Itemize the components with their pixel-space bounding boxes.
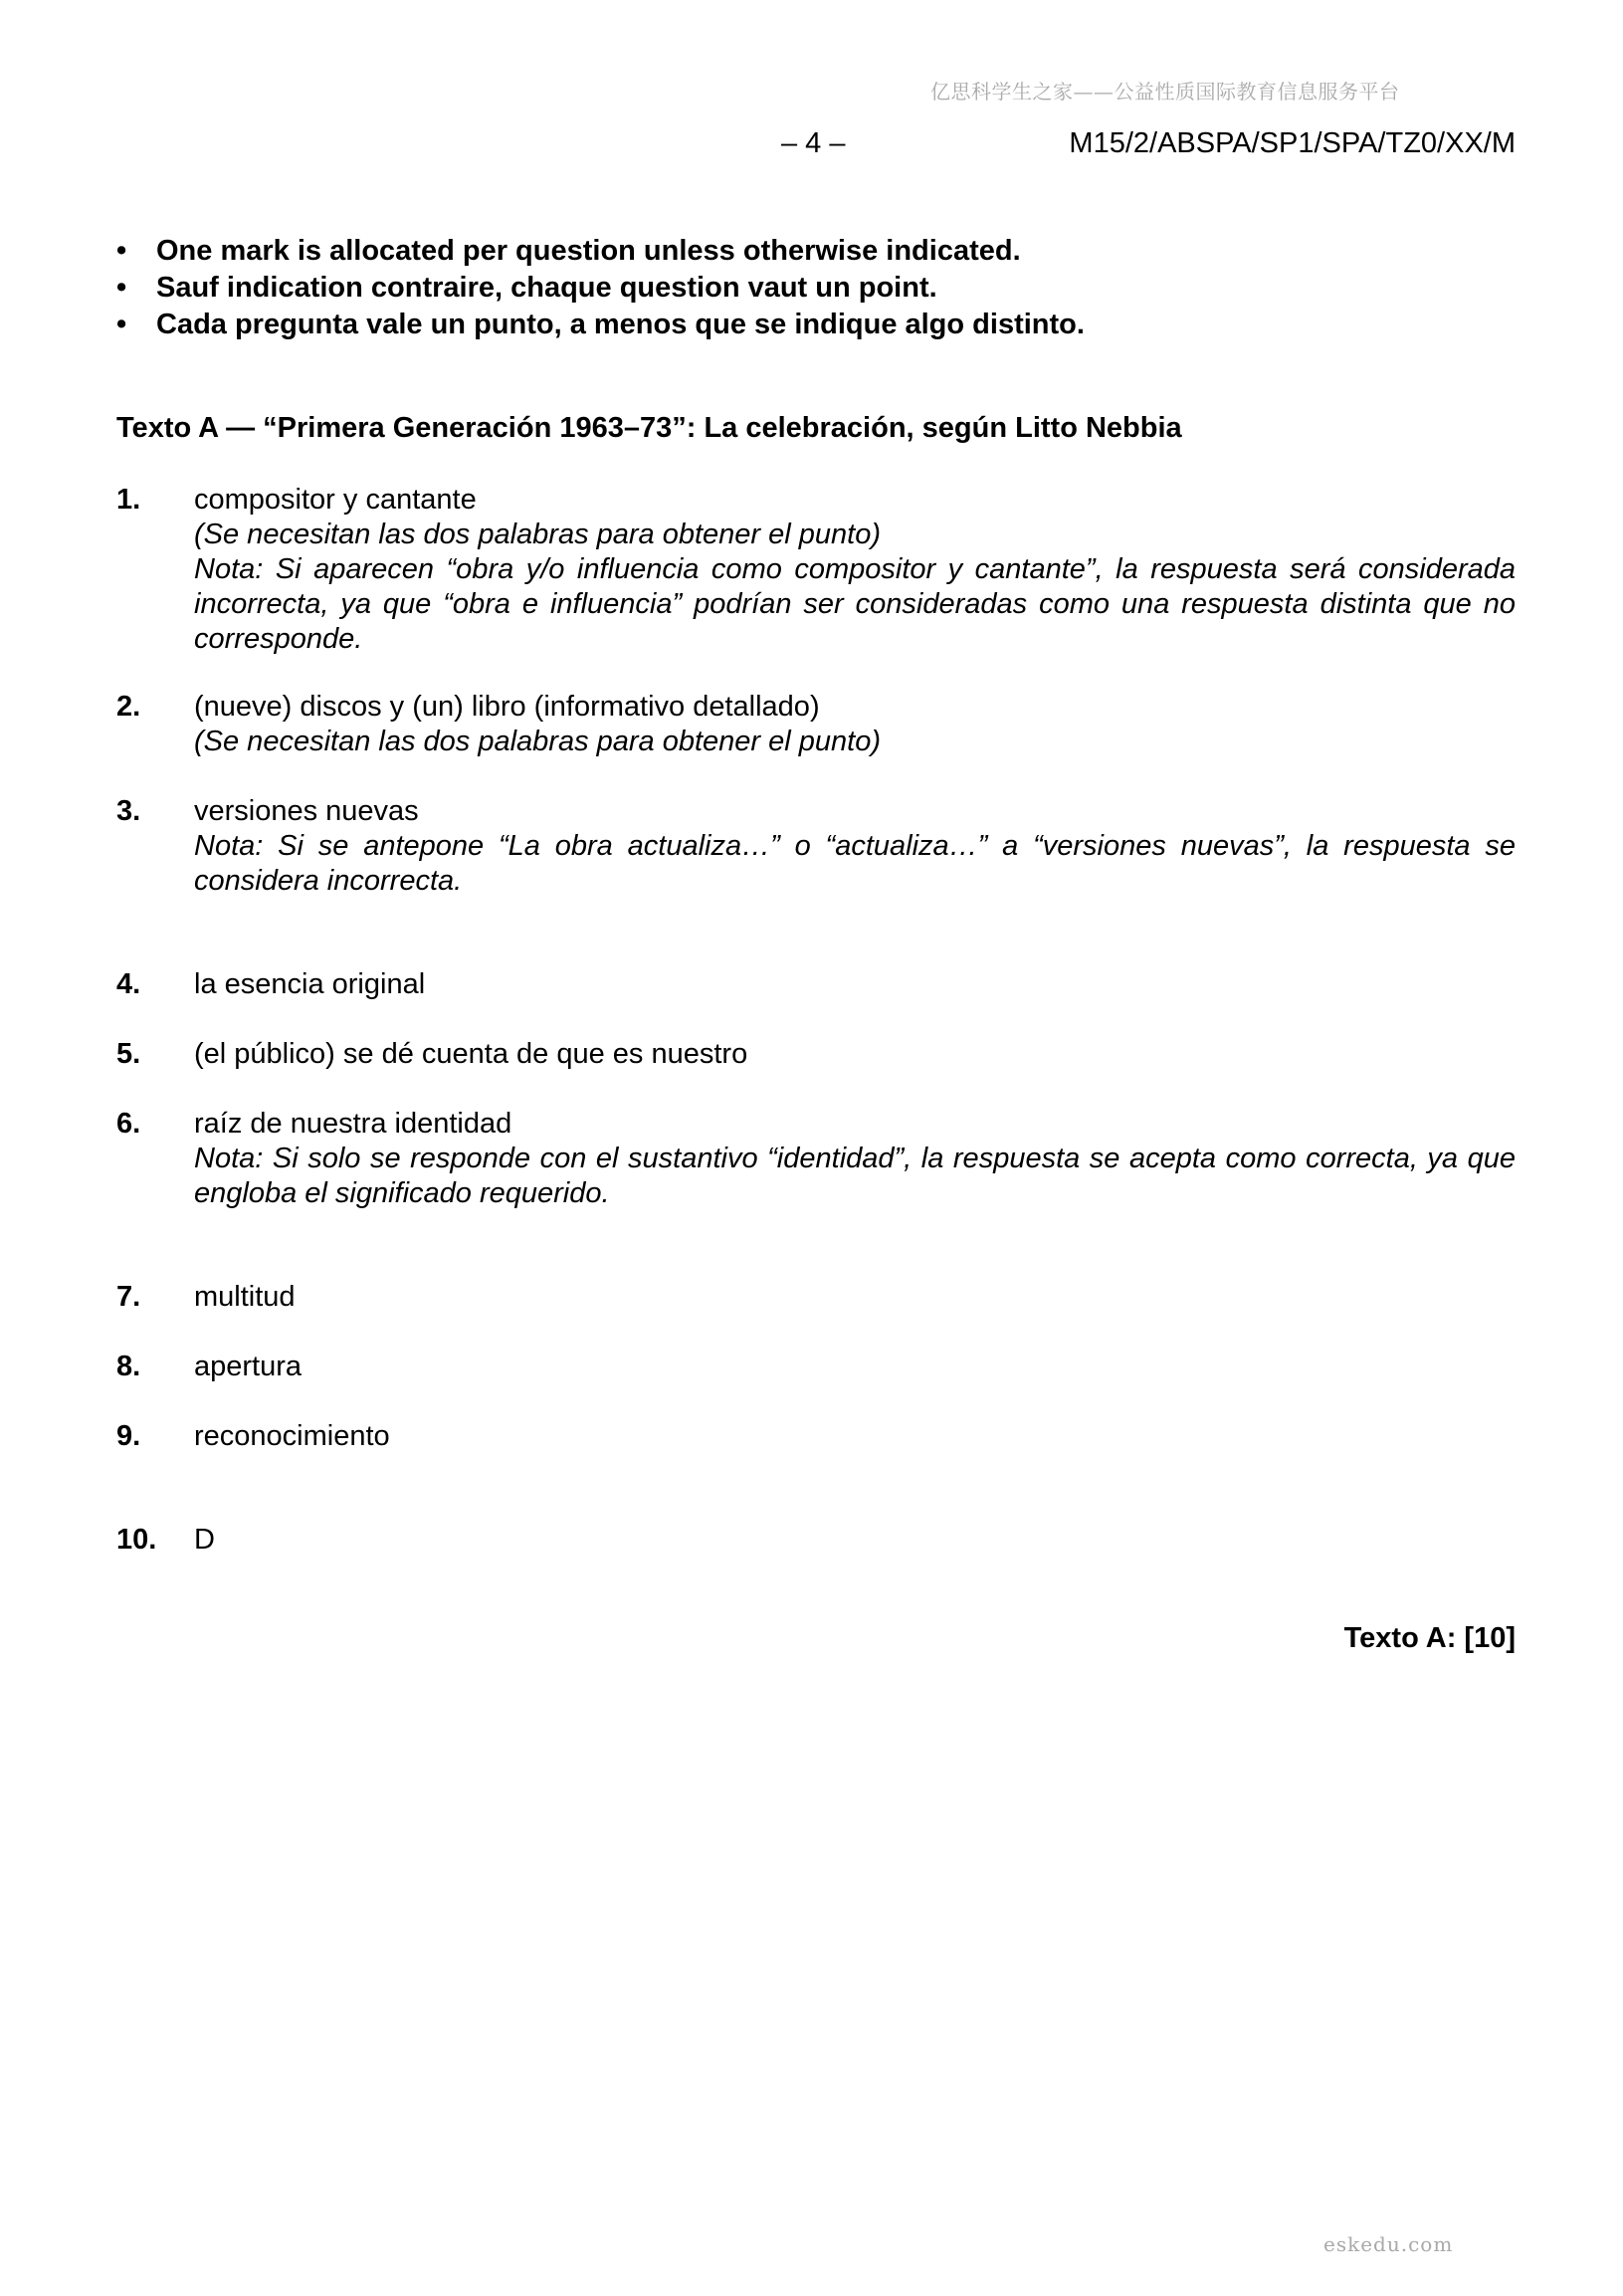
question-answer: D	[194, 1524, 215, 1556]
question-answer: reconocimiento	[194, 1420, 390, 1452]
question-number: 2.	[116, 691, 141, 723]
instruction-item: • One mark is allocated per question unless otherwise indicated.	[116, 233, 1510, 270]
question-item	[116, 1107, 1516, 1211]
question-item	[116, 1419, 1516, 1454]
question-item	[116, 1037, 1516, 1072]
question-number: 3.	[116, 795, 141, 827]
question-number: 4.	[116, 968, 141, 1000]
bullet-icon: •	[116, 309, 127, 340]
question-note: (Se necesitan las dos palabras para obtener el punto)	[194, 519, 881, 550]
question-note: Nota: Si aparecen “obra y/o influencia como compositor y cantante”, la respuesta será considerada incorrecta, ya que “obra e influencia” podrían ser consideradas como una respuesta distinta que no corresponde.	[194, 553, 1516, 655]
document-code: M15/2/ABSPA/SP1/SPA/TZ0/XX/M	[1069, 127, 1516, 159]
question-answer: (nueve) discos y (un) libro (informativo detallado)	[194, 691, 820, 723]
instructions-list	[116, 233, 1510, 343]
question-number: 8.	[116, 1351, 141, 1382]
question-number: 6.	[116, 1108, 141, 1140]
question-item	[116, 690, 1516, 759]
section-total: Texto A: [10]	[1343, 1622, 1516, 1654]
question-item	[116, 967, 1516, 1002]
question-item	[116, 794, 1516, 899]
question-number: 7.	[116, 1281, 141, 1313]
question-answer: compositor y cantante	[194, 484, 477, 516]
question-item	[116, 1280, 1516, 1315]
question-answer: raíz de nuestra identidad	[194, 1108, 512, 1140]
question-answer: versiones nuevas	[194, 795, 419, 827]
bullet-icon: •	[116, 272, 127, 304]
question-item	[116, 1350, 1516, 1384]
question-number: 10.	[116, 1524, 157, 1556]
question-number: 5.	[116, 1038, 141, 1070]
question-item	[116, 1523, 1516, 1558]
question-answer: multitud	[194, 1281, 296, 1313]
question-note: (Se necesitan las dos palabras para obtener el punto)	[194, 726, 881, 757]
question-note: Nota: Si solo se responde con el sustantivo “identidad”, la respuesta se acepta como correcta, ya que engloba el significado requerido.	[194, 1143, 1516, 1209]
question-answer: (el público) se dé cuenta de que es nuestro	[194, 1038, 748, 1070]
watermark-bottom: eskedu.com	[1323, 2232, 1454, 2256]
question-number: 1.	[116, 484, 141, 516]
instruction-item: • Cada pregunta vale un punto, a menos que se indique algo distinto.	[116, 307, 1510, 343]
watermark-top: 亿思科学生之家——公益性质国际教育信息服务平台	[930, 80, 1400, 104]
instruction-item: • Sauf indication contraire, chaque question vaut un point.	[116, 270, 1510, 307]
question-answer: la esencia original	[194, 968, 426, 1000]
question-answer: apertura	[194, 1351, 303, 1382]
section-title: Texto A — “Primera Generación 1963–73”: La celebración, según Litto Nebbia	[116, 412, 1182, 444]
question-item	[116, 483, 1516, 657]
question-note: Nota: Si se antepone “La obra actualiza…” o “actualiza…” a “versiones nuevas”, la respuesta se considera incorrecta.	[194, 830, 1516, 897]
page-number: – 4 –	[781, 127, 846, 159]
bullet-icon: •	[116, 235, 127, 267]
question-number: 9.	[116, 1420, 141, 1452]
